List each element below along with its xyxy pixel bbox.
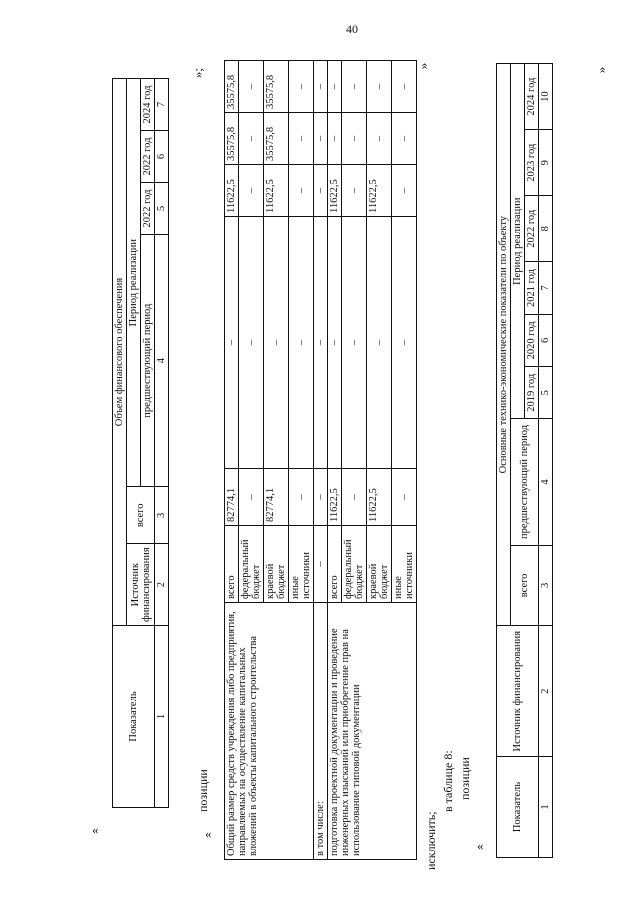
t2-r3-s2-source: федеральный бюджет — [342, 526, 367, 603]
quote-close-semi: »; — [190, 67, 206, 79]
t2-r2-source: – — [314, 526, 328, 603]
t1-num-6: 6 — [155, 131, 169, 183]
t2-r3-s1-source: всего — [328, 526, 342, 603]
t3-h-y2022: 2022 год — [525, 196, 539, 262]
page-number: 40 — [346, 22, 358, 36]
t3-h-main: Основные технико-экономические показатели по объекту — [497, 64, 511, 626]
t2-r1-s3-y2022b: 35575,8 — [264, 113, 289, 165]
quote-open-2: « — [205, 826, 212, 841]
t1-h-y2022b: 2022 год — [141, 131, 155, 183]
t1-num-7: 7 — [155, 79, 169, 131]
t3-h-y2023: 2023 год — [525, 130, 539, 196]
t2-r3-s2-prev: – — [342, 217, 367, 469]
t2-r1-s4-prev: – — [289, 217, 314, 469]
table1-header — [112, 78, 169, 808]
t2-r1-s4-source: иные источники — [289, 526, 314, 603]
t3-h-y2019: 2019 год — [525, 367, 539, 419]
t2-r1-s3-y2022a: 11622,5 — [264, 165, 289, 217]
t2-r1-s3-total: 82774,1 — [264, 469, 289, 526]
table-row — [225, 61, 239, 860]
t3-h-y2021: 2021 год — [525, 262, 539, 314]
t2-r3-s3-y2024: – — [367, 61, 392, 113]
t1-num-4: 4 — [155, 235, 169, 487]
label-positions-1: позиции — [196, 769, 210, 812]
t2-r3-s4-y2022a: – — [392, 165, 417, 217]
t2-r1-s4-y2022a: – — [289, 165, 314, 217]
t2-r3-s1-y2022b: – — [328, 113, 342, 165]
t2-r3-s2-total: – — [342, 469, 367, 526]
quote-close-2: » — [593, 66, 609, 74]
quote-open-3: « — [477, 838, 484, 853]
t2-r2-y2024: – — [314, 61, 328, 113]
t2-r3-s4-source: иные источники — [392, 526, 417, 603]
t1-num-5: 5 — [155, 183, 169, 235]
t2-r1-s2-y2022b: – — [239, 113, 264, 165]
table1-wrapper — [112, 78, 169, 808]
t3-num-1: 1 — [539, 757, 553, 858]
t2-r3-s2-y2022a: – — [342, 165, 367, 217]
t2-r1-s3-source: краевой бюджет — [264, 526, 289, 603]
t2-r3-s1-total: 11622,5 — [328, 469, 342, 526]
t2-r1-s1-source: всего — [225, 526, 239, 603]
t3-num-8: 8 — [539, 196, 553, 262]
t3-h-total: всего — [511, 545, 539, 626]
table2-wrapper — [224, 60, 417, 860]
t2-r3-s1-y2022a: 11622,5 — [328, 165, 342, 217]
t3-num-6: 6 — [539, 314, 553, 366]
t1-h-total: всего — [127, 487, 155, 544]
t1-h-y2022a: 2022 год — [141, 183, 155, 235]
t2-r1-s2-y2024: – — [239, 61, 264, 113]
t2-r3-indicator: подготовка проектной документации и проведение инженерных изысканий или приобретение прав на использование типовой документации — [328, 603, 417, 860]
t3-h-y2020: 2020 год — [525, 314, 539, 366]
t2-r1-s2-total: – — [239, 469, 264, 526]
t2-r3-s4-y2022b: – — [392, 113, 417, 165]
t2-r1-s3-y2024: 35575,8 — [264, 61, 289, 113]
t2-r1-s1-y2022b: 35575,8 — [225, 113, 239, 165]
t2-r1-s1-prev: – — [225, 217, 239, 469]
label-exclude: исключить; — [424, 811, 438, 870]
t3-h-source: Источник финансирования — [497, 626, 539, 757]
t2-r3-s4-y2024: – — [392, 61, 417, 113]
quote-open-1: « — [92, 822, 99, 837]
t2-r3-s1-y2024: – — [328, 61, 342, 113]
t2-r2-prev: – — [314, 217, 328, 469]
t2-r1-s1-y2024: 35575,8 — [225, 61, 239, 113]
t3-num-2: 2 — [539, 626, 553, 757]
t1-num-2: 2 — [155, 544, 169, 626]
t2-r1-s2-y2022a: – — [239, 165, 264, 217]
t2-r1-s1-y2022a: 11622,5 — [225, 165, 239, 217]
t3-h-period: Период реализации — [511, 64, 525, 419]
t2-r1-s2-source: федеральный бюджет — [239, 526, 264, 603]
t2-r3-s3-y2022b: – — [367, 113, 392, 165]
table-row — [314, 61, 328, 860]
t1-h-source: Источник финансирования — [127, 544, 155, 626]
t3-h-indicator: Показатель — [497, 757, 539, 858]
t3-h-prev: предшествующий период — [511, 419, 539, 545]
label-positions-2: позиции — [458, 757, 472, 800]
t2-r2-indicator: в том числе: — [314, 603, 328, 860]
t2-r3-s4-prev: – — [392, 217, 417, 469]
table3-wrapper — [496, 63, 553, 858]
t3-num-3: 3 — [539, 545, 553, 626]
label-table8: в таблице 8: — [441, 750, 455, 812]
t2-r1-s2-prev: – — [239, 217, 264, 469]
t3-num-10: 10 — [539, 64, 553, 130]
t2-r1-s4-y2024: – — [289, 61, 314, 113]
t2-r3-s2-y2022b: – — [342, 113, 367, 165]
t1-h-prev: предшествующий период — [141, 235, 155, 487]
t2-r1-s4-y2022b: – — [289, 113, 314, 165]
t2-r3-s3-prev: – — [367, 217, 392, 469]
t2-r1-indicator: Общий размер средств учреждения либо предприятия, направляемых на осуществление капитальных вложений в объекты капитального строительства — [225, 603, 314, 860]
t2-r3-s4-total: – — [392, 469, 417, 526]
t3-num-5: 5 — [539, 367, 553, 419]
table-row — [328, 61, 342, 860]
t3-h-y2024: 2024 год — [525, 64, 539, 130]
quote-close-1: » — [415, 62, 431, 70]
t1-h-indicator: Показатель — [113, 626, 155, 808]
t1-h-y2024: 2024 год — [141, 79, 155, 131]
t3-num-4: 4 — [539, 419, 553, 545]
t2-r2-total: – — [314, 469, 328, 526]
t2-r1-s3-prev: – — [264, 217, 289, 469]
t2-r2-y2022b: – — [314, 113, 328, 165]
t2-r2-y2022a: – — [314, 165, 328, 217]
table2-body — [224, 60, 417, 860]
t3-num-7: 7 — [539, 262, 553, 314]
t1-num-1: 1 — [155, 626, 169, 808]
t2-r3-s1-prev: – — [328, 217, 342, 469]
t2-r1-s1-total: 82774,1 — [225, 469, 239, 526]
t2-r3-s3-total: 11622,5 — [367, 469, 392, 526]
t2-r3-s3-y2022a: 11622,5 — [367, 165, 392, 217]
t3-num-9: 9 — [539, 130, 553, 196]
t1-h-volume: Объем финансового обеспечения — [113, 79, 127, 626]
t2-r3-s3-source: краевой бюджет — [367, 526, 392, 603]
t1-h-period: Период реализации — [127, 79, 141, 487]
table3-header — [496, 63, 553, 858]
t2-r1-s4-total: – — [289, 469, 314, 526]
t2-r3-s2-y2024: – — [342, 61, 367, 113]
t1-num-3: 3 — [155, 487, 169, 544]
